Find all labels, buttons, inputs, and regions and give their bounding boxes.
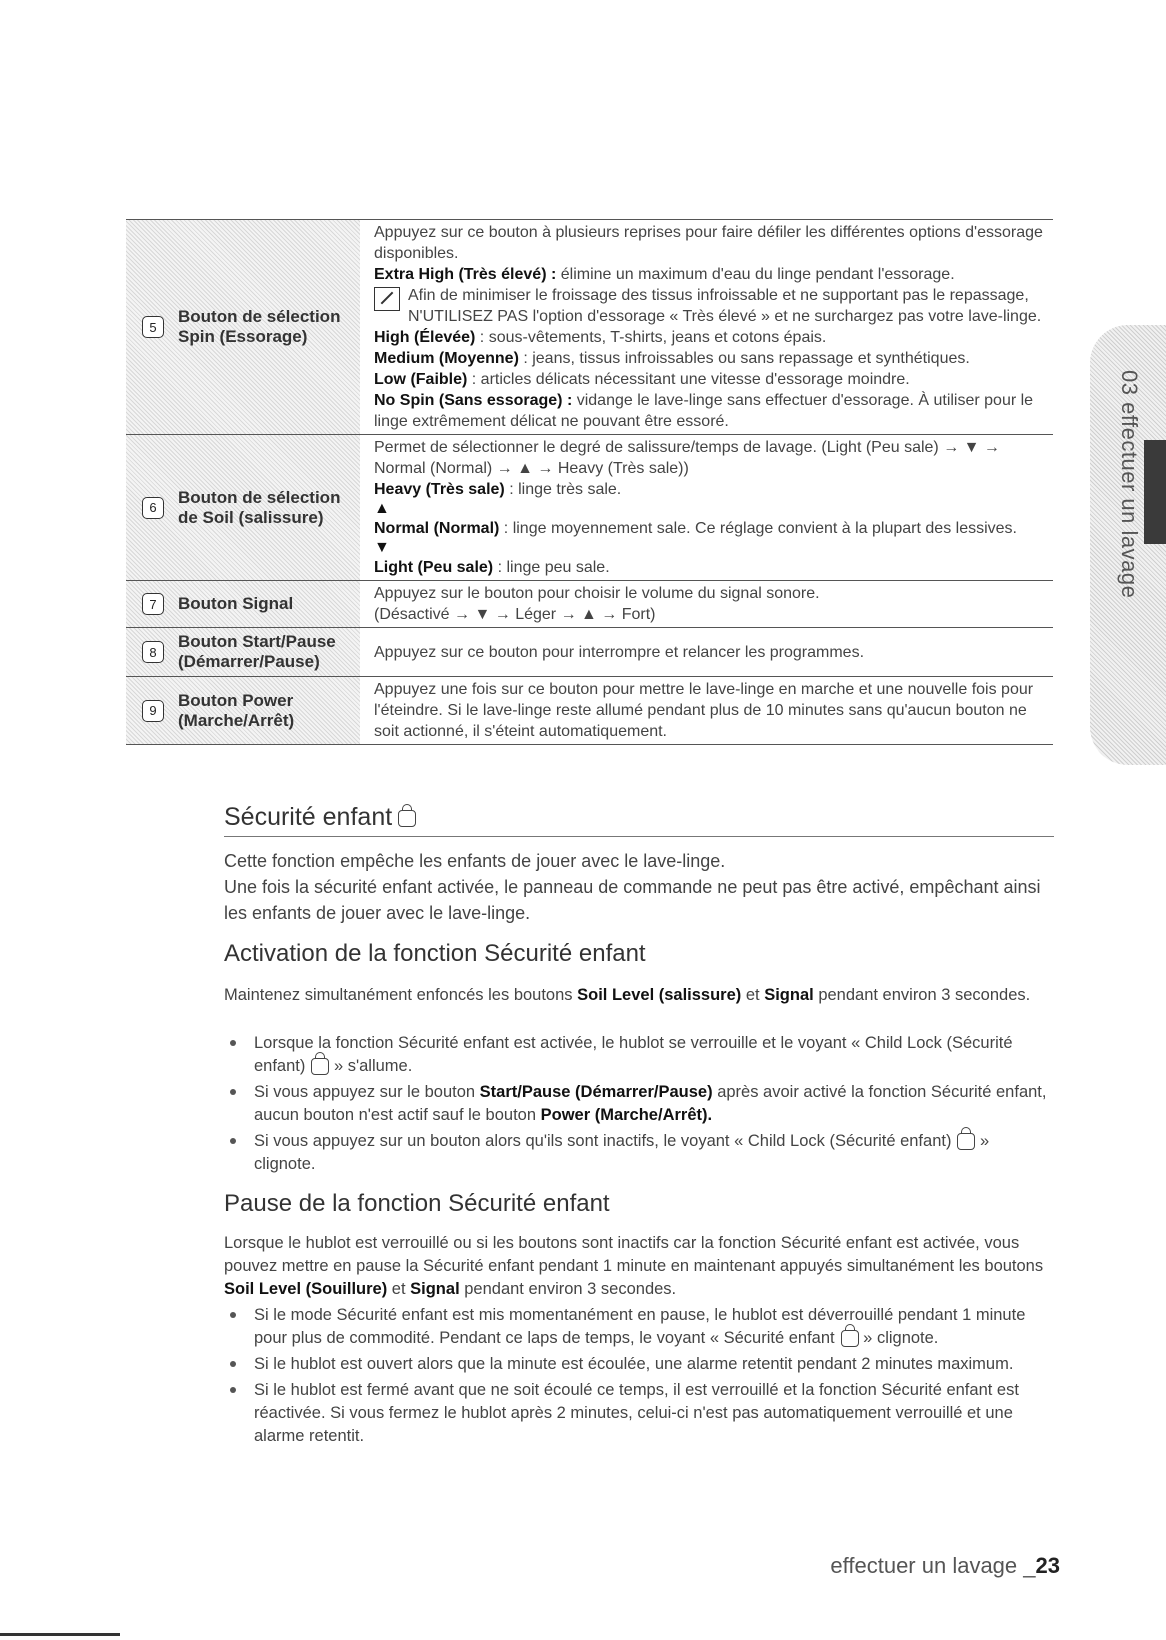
intro-line: Cette fonction empêche les enfants de jouer avec le lave-linge. [224,851,726,871]
down-arrow-icon: ▼ [374,539,390,556]
note-text: Afin de minimiser le froissage des tissus infroissable et ne supportant pas le repassage, N'UTILISEZ PAS l'option d'essorage « Très élevé » et ne surchargez pas votre lave-linge. [408,287,1042,325]
table-row-start-pause [126,628,1053,677]
option-text: : articles délicats nécessitant une vitesse d'essorage moindre. [467,371,910,388]
page-edge-mark [0,1633,120,1636]
number-badge: 8 [142,641,164,663]
row-title-line2: Spin (Essorage) [178,327,308,346]
row-title-line2: de Soil (salissure) [178,507,324,527]
option-name: Low (Faible) [374,371,468,388]
activation-bullets [224,1032,1054,1179]
chapter-tab-label: 03 effectuer un lavage [1117,370,1142,599]
description-text: Appuyez sur le bouton pour choisir le volume du signal sonore. [374,585,820,602]
number-badge: 9 [142,700,164,722]
pause-title: Pause de la fonction Sécurité enfant [224,1190,610,1217]
description-text: Appuyez une fois sur ce bouton pour mettre le lave-linge en marche et une nouvelle fois pour l'éteindre. Si le lave-linge reste allumé pendant plus de 10 minutes sans qu'aucun bouton ne soit actionné, il s'éteint automatiquement. [374,681,1034,740]
list-item: Si vous appuyez sur le bouton Start/Pause (Démarrer/Pause) après avoir activé la fonction Sécurité enfant, aucun bouton n'est actif sauf le bouton Power (Marche/Arrêt). [224,1081,1054,1127]
option-name: Medium (Moyenne) [374,350,519,367]
section-intro [224,848,1064,926]
row-title-line1: Bouton Start/Pause [178,632,336,651]
footer-chapter: effectuer un lavage _ [830,1553,1036,1578]
option-text: : jeans, tissus infroissables ou sans repassage et synthétiques. [518,350,970,367]
note-icon [374,287,400,311]
option-name: Light (Peu sale) [374,559,494,576]
row-description-soil [360,435,1053,580]
note [374,285,1047,327]
row-title-line1: Bouton de sélection [178,487,341,507]
chapter-tab-marker [1144,440,1166,544]
description-text: Permet de sélectionner le degré de salissure/temps de lavage. (Light (Peu sale) → ▼ → Normal (Normal) → ▲ → Heavy (Très sale)) [374,439,1000,477]
row-label-start-pause [126,628,360,676]
list-item: Si vous appuyez sur un bouton alors qu'ils sont inactifs, le voyant « Child Lock (Sécurité enfant) » clignote. [224,1130,1054,1176]
row-title-line1: Bouton Power [178,690,294,710]
pause-paragraph: Lorsque le hublot est verrouillé ou si les boutons sont inactifs car la fonction Sécurité enfant est activée, vous pouvez mettre en pause la Sécurité enfant pendant 1 minute en maintenant appuyés simultanément les boutons Soil Level (Souillure) et Signal pendant environ 3 secondes. [224,1234,1044,1298]
page-number: 23 [1035,1553,1060,1578]
row-title-line1: Bouton de sélection [178,307,341,326]
list-item: Si le hublot est ouvert alors que la minute est écoulée, une alarme retentit pendant 2 minutes maximum. [224,1353,1054,1376]
option-name: High (Élevée) [374,329,476,346]
section-title-text: Sécurité enfant [224,803,393,831]
option-text: : linge peu sale. [493,559,610,576]
pause-bullets [224,1304,1054,1451]
option-text: : linge très sale. [504,481,622,498]
intro-line: Une fois la sécurité enfant activée, le panneau de commande ne peut pas être activé, empêchant ainsi les enfants de jouer avec le lave-linge. [224,877,1041,923]
option-text: vidange le lave-linge sans effectuer d'essorage. À utiliser pour le linge extrêmement délicat ne pouvant être essoré. [374,392,1034,430]
list-item: Lorsque la fonction Sécurité enfant est activée, le hublot se verrouille et le voyant « Child Lock (Sécurité enfant) » s'allume. [224,1032,1054,1078]
list-item: Si le hublot est fermé avant que ne soit écoulé ce temps, il est verrouillé et la fonction Sécurité enfant est réactivée. Si vous fermez le hublot après 2 minutes, celui-ci n'est pas automatiquement verrouillé et une alarme retentit. [224,1379,1054,1448]
description-text: (Désactivé → ▼ → Léger → ▲ → Fort) [374,606,656,623]
row-description-signal [360,581,1053,627]
list-item: Si le mode Sécurité enfant est mis momentanément en pause, le hublot est déverrouillé pendant 1 minute pour plus de commodité. Pendant ce laps de temps, le voyant « Sécurité enfant » clignote. [224,1304,1054,1350]
row-title-line2: (Marche/Arrêt) [178,710,295,730]
row-title-line1: Bouton Signal [178,594,294,613]
option-name: Normal (Normal) [374,520,500,537]
option-text: élimine un maximum d'eau du linge pendant l'essorage. [556,266,955,283]
number-badge: 6 [142,497,164,519]
option-text: : sous-vêtements, T-shirts, jeans et cotons épais. [475,329,827,346]
child-lock-icon [957,1133,975,1150]
option-name: No Spin (Sans essorage) : [374,392,573,409]
activation-title: Activation de la fonction Sécurité enfant [224,940,646,967]
row-description-spin [360,220,1053,434]
option-text: : linge moyennement sale. Ce réglage convient à la plupart des lessives. [499,520,1017,537]
table-row-spin [126,219,1053,435]
option-name: Heavy (Très sale) [374,481,505,498]
child-lock-icon [841,1330,859,1347]
row-label-signal [126,581,360,627]
table-row-signal [126,581,1053,628]
activation-paragraph: Maintenez simultanément enfoncés les boutons Soil Level (salissure) et Signal pendant environ 3 secondes. [224,986,1031,1004]
option-name: Extra High (Très élevé) : [374,266,557,283]
page-footer [830,1553,1060,1579]
section-title [224,803,1054,837]
up-arrow-icon: ▲ [374,500,390,517]
row-label-spin [126,220,360,434]
row-title-line2: (Démarrer/Pause) [178,652,320,671]
row-label-soil [126,435,360,580]
description-text: Appuyez sur ce bouton pour interrompre et relancer les programmes. [374,643,865,661]
child-lock-icon [398,810,416,827]
child-lock-icon [311,1058,329,1075]
row-description-power [360,677,1053,744]
description-text: Appuyez sur ce bouton à plusieurs reprises pour faire défiler les différentes options d'essorage disponibles. [374,224,1043,262]
number-badge: 5 [142,316,164,338]
row-label-power [126,677,360,744]
button-table [126,219,1053,745]
table-row-power [126,677,1053,745]
row-description-start-pause [360,628,1053,676]
table-row-soil [126,435,1053,581]
number-badge: 7 [142,593,164,615]
